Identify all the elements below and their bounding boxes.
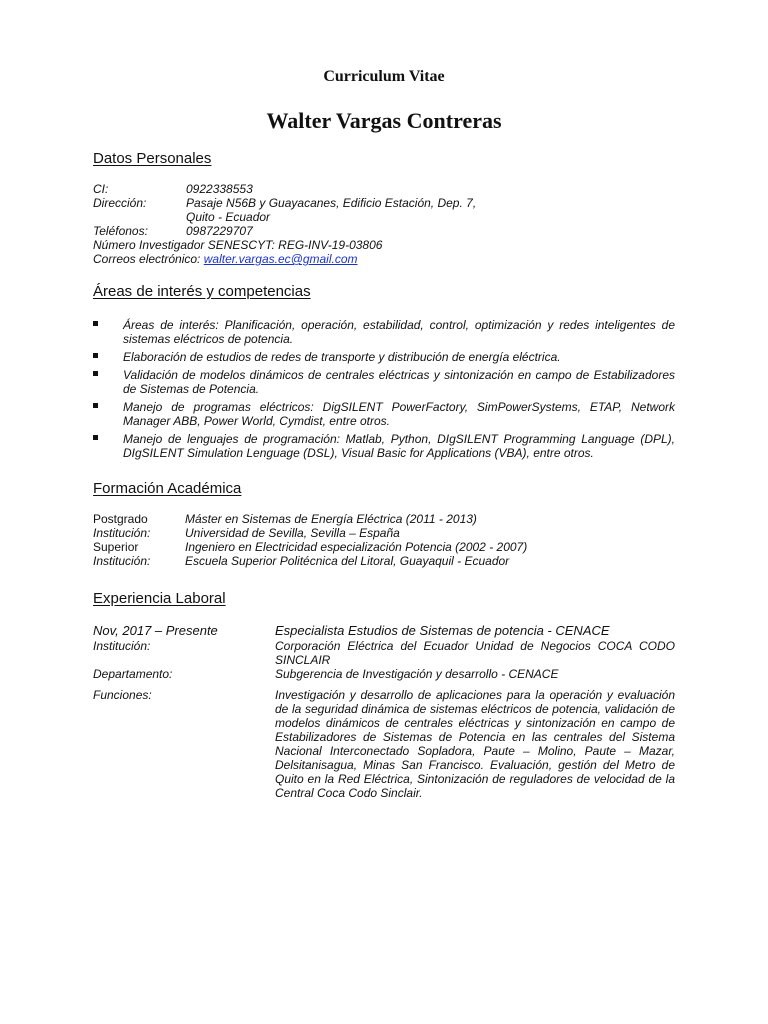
experience-department-label: Departamento: <box>93 667 173 681</box>
section-heading-interests: Áreas de interés y competencias <box>93 283 311 300</box>
ci-value: 0922338553 <box>186 182 253 196</box>
experience-title: Especialista Estudios de Sistemas de potencia - CENACE <box>275 623 610 638</box>
list-item: Validación de modelos dinámicos de centrales eléctricas y sintonización en campo de Estabilizadores de Sistemas de Potencia. <box>93 368 675 396</box>
document-title: Curriculum Vitae <box>323 68 445 85</box>
email-row <box>93 252 358 266</box>
education-value: Universidad de Sevilla, Sevilla – España <box>185 526 400 540</box>
bullet-square-icon <box>93 353 98 358</box>
education-label: Institución: <box>93 554 151 568</box>
list-item: Áreas de interés: Planificación, operación, estabilidad, control, optimización y redes inteligentes de sistemas eléctricos de potencia. <box>93 318 675 346</box>
education-label: Superior <box>93 540 139 554</box>
section-heading-personal: Datos Personales <box>93 150 212 167</box>
phones-label: Teléfonos: <box>93 224 148 238</box>
ci-label: CI: <box>93 182 109 196</box>
experience-period: Nov, 2017 – Presente <box>93 623 218 638</box>
bullet-square-icon <box>93 435 98 440</box>
list-item: Manejo de lenguajes de programación: Matlab, Python, DIgSILENT Programming Language (DPL), DIgSILENT Simulation Lenguage (DSL), Visual Basic for Applications (VBA), entre otros. <box>93 432 675 460</box>
bullet-square-icon <box>93 371 98 376</box>
list-item: Manejo de programas eléctricos: DigSILENT PowerFactory, SimPowerSystems, ETAP, Network Manager ABB, Power World, Cymdist, entre otros. <box>93 400 675 428</box>
person-name: Walter Vargas Contreras <box>266 108 502 133</box>
senescyt-text: Número Investigador SENESCYT: REG-INV-19-03806 <box>93 238 383 252</box>
phones-value: 0987229707 <box>186 224 253 238</box>
experience-department-value: Subgerencia de Investigación y desarrollo - CENACE <box>275 667 559 681</box>
experience-functions-value: Investigación y desarrollo de aplicaciones para la operación y evaluación de la seguridad dinámica de sistemas eléctricos de potencia, validación de modelos dinámicos de centrales eléctricas y sintonización en campo de Estabilizadores de Sistemas de Potencia en las centrales del Sistema Nacional Interconectado Sopladora, Paute – Molino, Paute – Mazar, Delsitanisagua, Minas San Francisco. Evaluación, gestión del Metro de Quito en la Red Eléctrica, Sintonización de reguladores de velocidad de la Central Coca Codo Sinclair. <box>275 688 675 800</box>
section-heading-experience: Experiencia Laboral <box>93 590 226 607</box>
address-label: Dirección: <box>93 196 147 210</box>
experience-functions-label: Funciones: <box>93 688 152 702</box>
address-line-1: Pasaje N56B y Guayacanes, Edificio Estación, Dep. 7, <box>186 196 477 210</box>
experience-institution-label: Institución: <box>93 639 151 653</box>
bullet-square-icon <box>93 403 98 408</box>
email-link[interactable]: walter.vargas.ec@gmail.com <box>203 252 358 266</box>
education-value: Máster en Sistemas de Energía Eléctrica (2011 - 2013) <box>185 512 477 526</box>
bullet-square-icon <box>93 321 98 326</box>
education-value: Escuela Superior Politécnica del Litoral, Guayaquil - Ecuador <box>185 554 510 568</box>
section-heading-education: Formación Académica <box>93 480 242 497</box>
education-label: Institución: <box>93 526 151 540</box>
list-item: Elaboración de estudios de redes de transporte y distribución de energía eléctrica. <box>93 350 675 364</box>
education-value: Ingeniero en Electricidad especialización Potencia (2002 - 2007) <box>185 540 528 554</box>
interests-list <box>93 318 675 464</box>
email-label: Correos electrónico: <box>93 252 201 266</box>
education-label: Postgrado <box>93 512 148 526</box>
address-line-2: Quito - Ecuador <box>186 210 271 224</box>
experience-institution-value: Corporación Eléctrica del Ecuador Unidad de Negocios COCA CODO SINCLAIR <box>275 639 675 667</box>
